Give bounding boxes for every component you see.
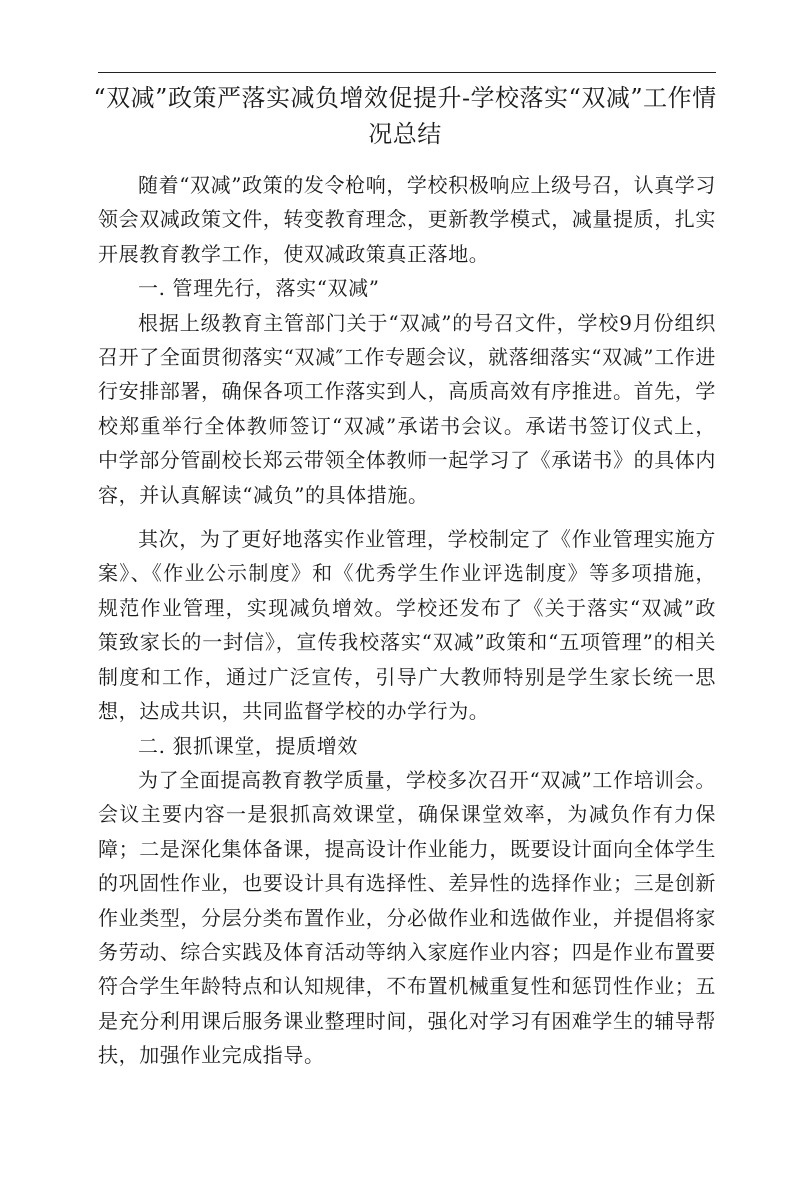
- intro-paragraph: 随着“双减”政策的发令枪响，学校积极响应上级号召，认真学习领会双减政策文件，转变教育理念，更新教学模式，减量提质，扎实开展教育教学工作，使双减政策真正落地。: [98, 173, 716, 266]
- section-heading-2: 二. 狠抓课堂，提质增效: [138, 733, 358, 758]
- section-1-paragraph-2: 其次，为了更好地落实作业管理，学校制定了《作业管理实施方案》、《作业公示制度》和《优秀学生作业评选制度》等多项措施，规范作业管理，实现减负增效。学校还发布了《关于落实“双减”政策致家长的一封信》，宣传我校落实“双减”政策和“五项管理”的相关制度和工作，通过广泛宣传，引导广大教师特别是学生家长统一思想，达成共识，共同监督学校的办学行为。: [98, 527, 716, 724]
- section-heading-1: 一. 管理先行，落实“双减”: [138, 276, 380, 301]
- section-1-paragraph-1: 根据上级教育主管部门关于“双减”的号召文件，学校9月份组织召开了全面贯彻落实“双减″工作专题会议，就落细落实“双减”工作进行安排部署，确保各项工作落实到人，高质高效有序推进。首先，学校郑重举行全体教师签订“双减”承诺书会议。承诺书签订仪式上，中学部分管副校长郑云带领全体教师一起学习了《承诺书》的具体内容，并认真解读“减负”的具体措施。: [98, 310, 716, 507]
- document-title: “双减”政策严落实减负增效促提升-学校落实“双减”工作情况总结: [93, 84, 717, 148]
- header-rule: [98, 72, 716, 73]
- document-body: [98, 168, 716, 1073]
- section-2-paragraph-1: 为了全面提高教育教学质量，学校多次召开“双减”工作培训会。会议主要内容一是狠抓高效课堂，确保课堂效率，为减负作有力保障；二是深化集体备课，提高设计作业能力，既要设计面向全体学生的巩固性作业，也要设计具有选择性、差异性的选择作业；三是创新作业类型，分层分类布置作业，分必做作业和选做作业，并提倡将家务劳动、综合实践及体育活动等纳入家庭作业内容；四是作业布置要符合学生年龄特点和认知规律，不布置机械重复性和惩罚性作业；五是充分利用课后服务课业整理时间，强化对学习有困难学生的辅导帮扶，加强作业完成指导。: [98, 767, 716, 1068]
